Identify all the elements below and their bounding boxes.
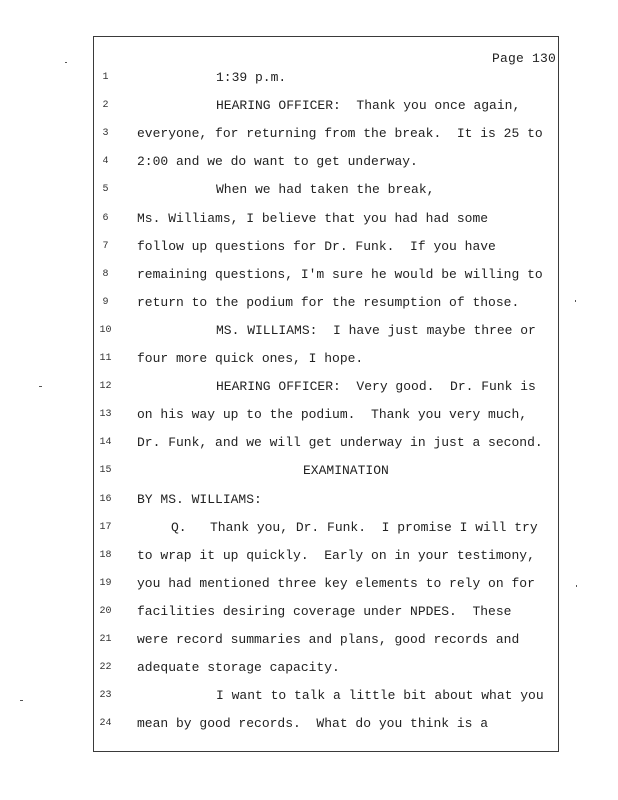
transcript-line [0, 96, 618, 116]
transcript-line [0, 180, 618, 200]
transcript-line [0, 490, 618, 510]
line-number: 9 [102, 296, 109, 308]
transcript-line [0, 546, 618, 566]
line-text: I want to talk a little bit about what you [216, 688, 544, 704]
line-text: everyone, for returning from the break. It is 25 to [137, 126, 543, 142]
line-number: 22 [99, 662, 112, 674]
line-text: were record summaries and plans, good records and [137, 632, 520, 647]
line-number: 11 [99, 353, 112, 364]
line-number: 13 [99, 409, 112, 421]
line-text: follow up questions for Dr. Funk. If you have [137, 238, 496, 254]
line-number: 4 [102, 156, 109, 168]
scan-mark [575, 300, 576, 302]
line-text: 2:00 and we do want to get underway. [137, 154, 418, 170]
line-text: HEARING OFFICER: Very good. Dr. Funk is [216, 379, 536, 395]
line-number: 5 [102, 184, 109, 196]
transcript-line [0, 405, 618, 425]
line-text: EXAMINATION [303, 463, 389, 479]
line-text: adequate storage capacity. [137, 660, 340, 676]
line-number: 12 [99, 381, 112, 393]
line-text: BY MS. WILLIAMS: [137, 491, 262, 507]
line-number: 8 [102, 268, 109, 280]
transcript-line [0, 237, 618, 257]
transcript-line [0, 377, 618, 397]
transcript-line [0, 714, 618, 734]
line-text: mean by good records. What do you think is a [137, 716, 489, 732]
line-text: Dr. Funk, and we will get underway in just a second. [137, 435, 543, 451]
line-number: 21 [99, 634, 112, 645]
scan-mark [576, 585, 577, 587]
line-number: 15 [99, 465, 112, 477]
line-number: 17 [99, 521, 112, 533]
transcript-line [0, 321, 618, 341]
line-text: remaining questions, I'm sure he would be willing to [137, 266, 543, 282]
line-text: When we had taken the break, [216, 182, 435, 198]
line-number: 7 [102, 240, 109, 252]
line-number: 3 [102, 128, 109, 140]
transcript-line [0, 68, 618, 88]
line-text: four more quick ones, I hope. [137, 351, 364, 366]
transcript-line [0, 574, 618, 594]
transcript-line [0, 461, 618, 481]
line-number: 23 [99, 690, 112, 702]
line-number: 19 [99, 577, 112, 589]
line-text: on his way up to the podium. Thank you very much, [137, 407, 528, 423]
transcript-line [0, 433, 618, 453]
line-number: 24 [99, 718, 112, 730]
transcript-line [0, 124, 618, 144]
transcript-line [0, 293, 618, 313]
line-text: MS. WILLIAMS: I have just maybe three or [216, 322, 536, 338]
line-text: facilities desiring coverage under NPDES. These [137, 603, 512, 619]
line-text: to wrap it up quickly. Early on in your testimony, [137, 547, 535, 563]
line-text: Ms. Williams, I believe that you had had some [137, 210, 489, 226]
line-number: 18 [99, 549, 112, 561]
transcript-line [0, 602, 618, 622]
line-number: 10 [99, 324, 112, 336]
line-text: HEARING OFFICER: Thank you once again, [216, 98, 521, 114]
line-text: 1:39 p.m. [216, 70, 287, 85]
line-text: Q. Thank you, Dr. Funk. I promise I will try [171, 519, 538, 535]
line-number: 1 [102, 72, 109, 83]
transcript-line [0, 209, 618, 229]
line-number: 20 [99, 605, 112, 617]
transcript-line [0, 265, 618, 285]
scan-mark [65, 62, 67, 63]
line-number: 6 [102, 212, 109, 224]
scan-mark [20, 700, 23, 701]
line-number: 16 [99, 493, 112, 505]
transcript-line [0, 658, 618, 678]
transcript-line [0, 349, 618, 369]
transcript-line [0, 518, 618, 538]
transcript-line [0, 152, 618, 172]
line-number: 2 [102, 100, 109, 112]
page-number: Page 130 [491, 51, 556, 66]
transcript-line [0, 630, 618, 650]
line-number: 14 [99, 437, 112, 449]
line-text: you had mentioned three key elements to rely on for [137, 575, 535, 591]
transcript-line [0, 686, 618, 706]
scan-mark [39, 386, 42, 387]
line-text: return to the podium for the resumption of those. [137, 294, 520, 310]
